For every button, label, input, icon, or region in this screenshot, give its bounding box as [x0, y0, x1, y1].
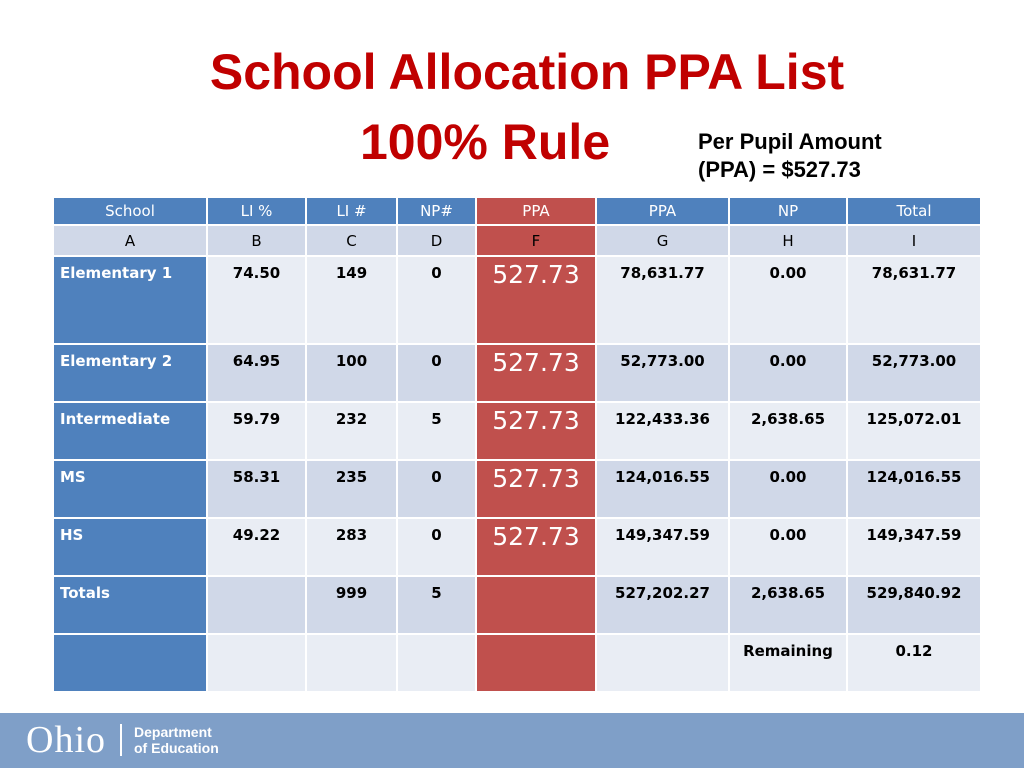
letter-h: H — [729, 225, 847, 256]
header-li-pct: LI % — [207, 197, 306, 225]
header-ppa-rate: PPA — [476, 197, 596, 225]
letter-d: D — [397, 225, 476, 256]
ppa-amount-cell: 124,016.55 — [596, 460, 729, 518]
np-cell: Remaining — [729, 634, 847, 692]
ppa-rate-cell: 527.73 — [476, 344, 596, 402]
table-row — [53, 518, 981, 576]
dept-name — [134, 724, 219, 756]
li-num-cell: 100 — [306, 344, 397, 402]
np-num-cell: 0 — [397, 518, 476, 576]
school-cell — [53, 634, 207, 692]
li-pct-cell: 74.50 — [207, 256, 306, 344]
li-num-cell — [306, 634, 397, 692]
allocation-table — [52, 196, 982, 693]
np-num-cell: 0 — [397, 344, 476, 402]
school-cell: Elementary 1 — [53, 256, 207, 344]
school-cell: Intermediate — [53, 402, 207, 460]
np-num-cell — [397, 634, 476, 692]
ppa-rate-cell: 527.73 — [476, 460, 596, 518]
ohio-dept-logo — [26, 720, 219, 760]
header-ppa-amount: PPA — [596, 197, 729, 225]
ppa-rate-cell — [476, 576, 596, 634]
li-num-cell: 149 — [306, 256, 397, 344]
np-num-cell: 0 — [397, 256, 476, 344]
li-pct-cell: 58.31 — [207, 460, 306, 518]
np-cell: 0.00 — [729, 460, 847, 518]
table-row — [53, 256, 981, 344]
np-cell: 0.00 — [729, 344, 847, 402]
np-cell: 2,638.65 — [729, 576, 847, 634]
np-num-cell: 0 — [397, 460, 476, 518]
li-num-cell: 232 — [306, 402, 397, 460]
table-row — [53, 402, 981, 460]
letter-i: I — [847, 225, 981, 256]
total-cell: 125,072.01 — [847, 402, 981, 460]
ohio-wordmark: Ohio — [26, 719, 106, 761]
letter-g: G — [596, 225, 729, 256]
total-cell: 124,016.55 — [847, 460, 981, 518]
table-row — [53, 460, 981, 518]
table-row — [53, 344, 981, 402]
column-letter-row — [53, 225, 981, 256]
school-cell: Totals — [53, 576, 207, 634]
li-pct-cell: 59.79 — [207, 402, 306, 460]
ppa-amount-cell: 52,773.00 — [596, 344, 729, 402]
header-np: NP — [729, 197, 847, 225]
li-num-cell: 283 — [306, 518, 397, 576]
np-cell: 0.00 — [729, 256, 847, 344]
header-total: Total — [847, 197, 981, 225]
ppa-note-line2: (PPA) = $527.73 — [698, 157, 861, 182]
ppa-note-line1: Per Pupil Amount — [698, 129, 882, 154]
ppa-rate-cell: 527.73 — [476, 518, 596, 576]
li-num-cell: 235 — [306, 460, 397, 518]
school-cell: Elementary 2 — [53, 344, 207, 402]
header-school: School — [53, 197, 207, 225]
total-cell: 149,347.59 — [847, 518, 981, 576]
np-num-cell: 5 — [397, 576, 476, 634]
letter-a: A — [53, 225, 207, 256]
header-li-num: LI # — [306, 197, 397, 225]
table-row — [53, 634, 981, 692]
ppa-amount-cell: 122,433.36 — [596, 402, 729, 460]
total-cell: 78,631.77 — [847, 256, 981, 344]
ppa-rate-cell — [476, 634, 596, 692]
ppa-amount-cell: 527,202.27 — [596, 576, 729, 634]
li-pct-cell — [207, 576, 306, 634]
li-pct-cell — [207, 634, 306, 692]
dept-line2: of Education — [134, 740, 219, 756]
school-cell: HS — [53, 518, 207, 576]
slide-title-line2: 100% Rule — [360, 114, 611, 170]
footer-bar — [0, 713, 1024, 768]
ppa-amount-cell: 78,631.77 — [596, 256, 729, 344]
ppa-amount-cell: 149,347.59 — [596, 518, 729, 576]
total-cell: 0.12 — [847, 634, 981, 692]
total-cell: 529,840.92 — [847, 576, 981, 634]
logo-divider — [120, 724, 122, 756]
total-cell: 52,773.00 — [847, 344, 981, 402]
ppa-amount-cell — [596, 634, 729, 692]
ppa-rate-cell: 527.73 — [476, 402, 596, 460]
letter-f: F — [476, 225, 596, 256]
np-num-cell: 5 — [397, 402, 476, 460]
letter-b: B — [207, 225, 306, 256]
li-pct-cell: 64.95 — [207, 344, 306, 402]
dept-line1: Department — [134, 724, 212, 740]
np-cell: 2,638.65 — [729, 402, 847, 460]
np-cell: 0.00 — [729, 518, 847, 576]
li-pct-cell: 49.22 — [207, 518, 306, 576]
header-np-num: NP# — [397, 197, 476, 225]
ppa-note — [698, 128, 882, 184]
header-row — [53, 197, 981, 225]
ppa-rate-cell: 527.73 — [476, 256, 596, 344]
letter-c: C — [306, 225, 397, 256]
slide-title-line1: School Allocation PPA List — [209, 44, 845, 100]
school-cell: MS — [53, 460, 207, 518]
table-row — [53, 576, 981, 634]
li-num-cell: 999 — [306, 576, 397, 634]
